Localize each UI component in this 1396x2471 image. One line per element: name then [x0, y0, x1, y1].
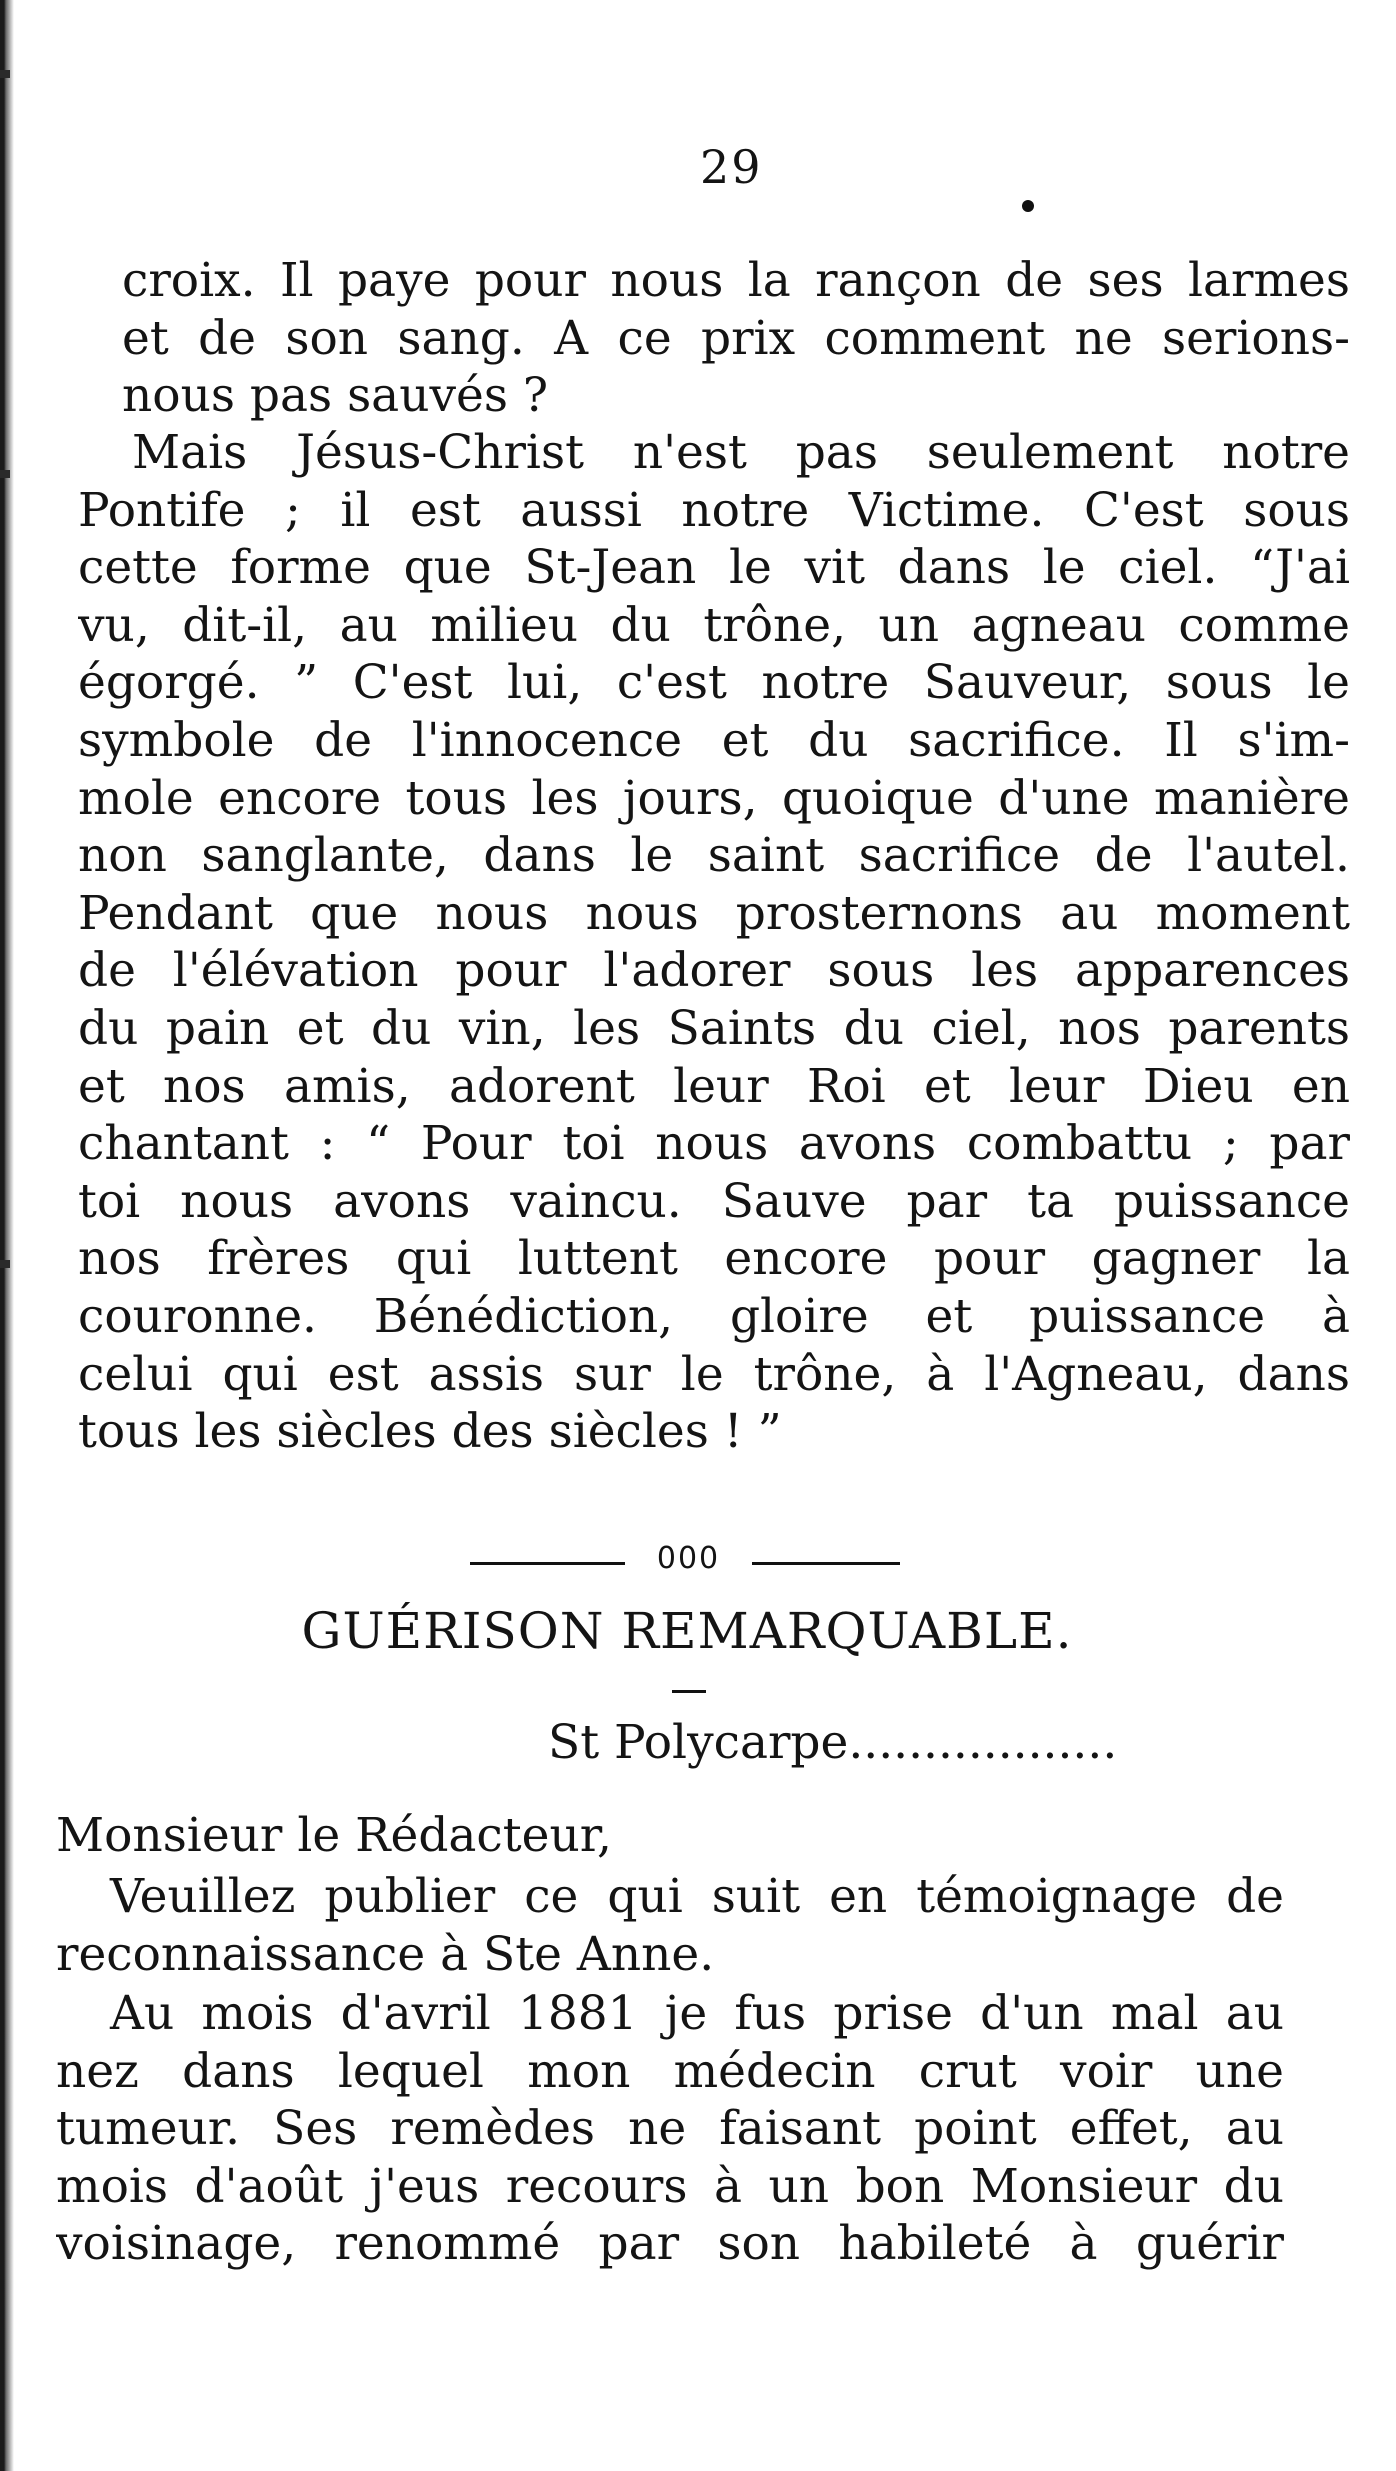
- section-divider: [470, 1541, 900, 1585]
- text-line: croix. Il paye pour nous la rançon de ses larmes: [122, 253, 1350, 308]
- text-line: nez dans lequel mon médecin crut voir une: [56, 2043, 1284, 2099]
- text-line: symbole de l'innocence et du sacrifice. Il s'im-: [78, 712, 1350, 768]
- text-line: celui qui est assis sur le trône, à l'Agneau, dans: [78, 1346, 1350, 1402]
- paragraph-3: [56, 1868, 1284, 1983]
- gutter-mark: [0, 70, 10, 78]
- text-line: non sanglante, dans le saint sacrifice de l'autel.: [78, 828, 1350, 884]
- divider-ornament: 000: [656, 1541, 721, 1576]
- text-line-content: Au mois d'avril 1881 je fus prise d'un mal au: [110, 1986, 1284, 2041]
- paragraph-2: [78, 424, 1350, 1461]
- gutter-mark: [0, 470, 10, 478]
- printer-dot: [1022, 200, 1034, 212]
- text-line: égorgé. ” C'est lui, c'est notre Sauveur, sous le: [78, 655, 1350, 711]
- text-line: voisinage, renommé par son habileté à guérir: [56, 2216, 1284, 2272]
- text-line: [56, 1868, 1284, 1926]
- text-line: mole encore tous les jours, quoique d'une manière: [78, 770, 1350, 826]
- text-line: mois d'août j'eus recours à un bon Monsieur du: [56, 2158, 1284, 2214]
- text-line: nous pas sauvés ?: [122, 368, 549, 424]
- text-line: tous les siècles des siècles ! ”: [78, 1404, 782, 1460]
- binding-gutter-shadow: [0, 0, 14, 2471]
- paragraph-4: [56, 1985, 1284, 2273]
- text-line-content: Mais Jésus-Christ n'est pas seulement notre: [132, 425, 1350, 480]
- text-line: couronne. Bénédiction, gloire et puissance à: [78, 1288, 1350, 1344]
- letter-dateline: St Polycarpe..................: [548, 1715, 1118, 1770]
- text-line: tumeur. Ses remèdes ne faisant point effet, au: [56, 2101, 1284, 2157]
- divider-rule: [470, 1562, 625, 1565]
- text-line: vu, dit-il, au milieu du trône, un agneau comme: [78, 597, 1350, 653]
- text-line: [78, 424, 1350, 482]
- text-line-content: Veuillez publier ce qui suit en témoignage de: [110, 1869, 1284, 1924]
- text-line: nos frères qui luttent encore pour gagner la: [78, 1231, 1350, 1287]
- heading-rule: [672, 1690, 706, 1693]
- text-line: toi nous avons vaincu. Sauve par ta puissance: [78, 1173, 1350, 1229]
- page-number: 29: [700, 140, 763, 194]
- divider-rule: [752, 1562, 900, 1565]
- text-line: Pontife ; il est aussi notre Victime. C'est sous: [78, 482, 1350, 538]
- article-heading: GUÉRISON REMARQUABLE.: [301, 1602, 1073, 1660]
- paragraph-1: [122, 252, 1350, 425]
- text-line: chantant : “ Pour toi nous avons combattu ; par: [78, 1116, 1350, 1172]
- text-line: et nos amis, adorent leur Roi et leur Dieu en: [78, 1058, 1350, 1114]
- text-line: [56, 1985, 1284, 2043]
- text-line: de l'élévation pour l'adorer sous les apparences: [78, 943, 1350, 999]
- gutter-mark: [0, 1260, 10, 1268]
- text-line: du pain et du vin, les Saints du ciel, nos parents: [78, 1000, 1350, 1056]
- letter-salutation: Monsieur le Rédacteur,: [56, 1808, 612, 1863]
- text-line: cette forme que St-Jean le vit dans le ciel. “J'ai: [78, 540, 1350, 596]
- text-line: et de son sang. A ce prix comment ne serions-: [122, 310, 1350, 366]
- text-line: Pendant que nous nous prosternons au moment: [78, 885, 1350, 941]
- text-line: reconnaissance à Ste Anne.: [56, 1926, 715, 1982]
